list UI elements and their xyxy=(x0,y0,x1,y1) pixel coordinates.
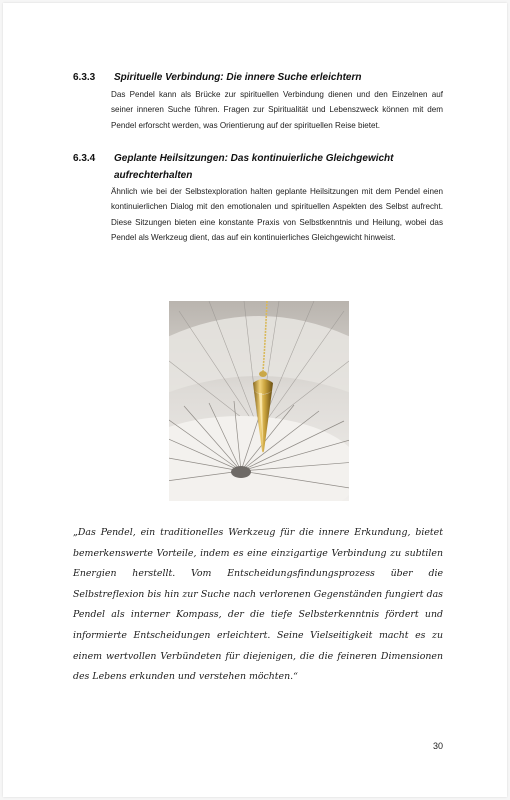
page-number: 30 xyxy=(432,741,443,751)
pendulum-photo xyxy=(169,301,349,501)
section-body-6-3-4: Ähnlich wie bei der Selbstexploration halten geplante Heilsitzungen mit dem Pendel einen kontinuierlichen Dialog mit den emotionalen und spirituellen Aspekten des Selbst aufrecht. Diese Sitzungen bieten eine konstante Praxis von Selbstkenntnis und Heilung, wobei das Pendel als Werkzeug dient, das auf ein kontinuierliches Gleichgewicht hinweist. xyxy=(111,187,443,243)
section-body-6-3-3: Das Pendel kann als Brücke zur spirituellen Verbindung dienen und den Einzelnen auf seiner inneren Suche führen. Fragen zur Spiritualität und Lebenszweck können mit dem Pendel erforscht werden, was Orientierung auf der spirituellen Reise bietet. xyxy=(111,90,443,130)
document-page xyxy=(3,3,507,797)
pendulum-quote: „Das Pendel, ein traditionelles Werkzeug für die innere Erkundung, bietet bemerkenswerte Vorteile, indem es eine einzigartige Verbindung zu subtilen Energien herstellt. Vom Entscheidungsfindungsprozess über die Selbstreflexion bis hin zur Suche nach verlorenen Gegenständen fungiert das Pendel als interner Kompass, der die tiefe Selbsterkenntnis fördert und informierte Entscheidungen erleichtert. Seine Vielseitigkeit macht es zu einem wertvollen Verbündeten für diejenigen, die die feineren Dimensionen des Lebens erkunden und verstehen möchten.“ xyxy=(73,527,443,683)
section-title: Geplante Heilsitzungen: Das kontinuierliche Gleichgewicht aufrechterhalten xyxy=(114,153,394,181)
pendulum-image xyxy=(169,301,349,501)
section-number: 6.3.3 xyxy=(73,72,96,83)
section-number: 6.3.4 xyxy=(73,153,96,164)
section-title: Spirituelle Verbindung: Die innere Suche erleichtern xyxy=(114,72,362,83)
